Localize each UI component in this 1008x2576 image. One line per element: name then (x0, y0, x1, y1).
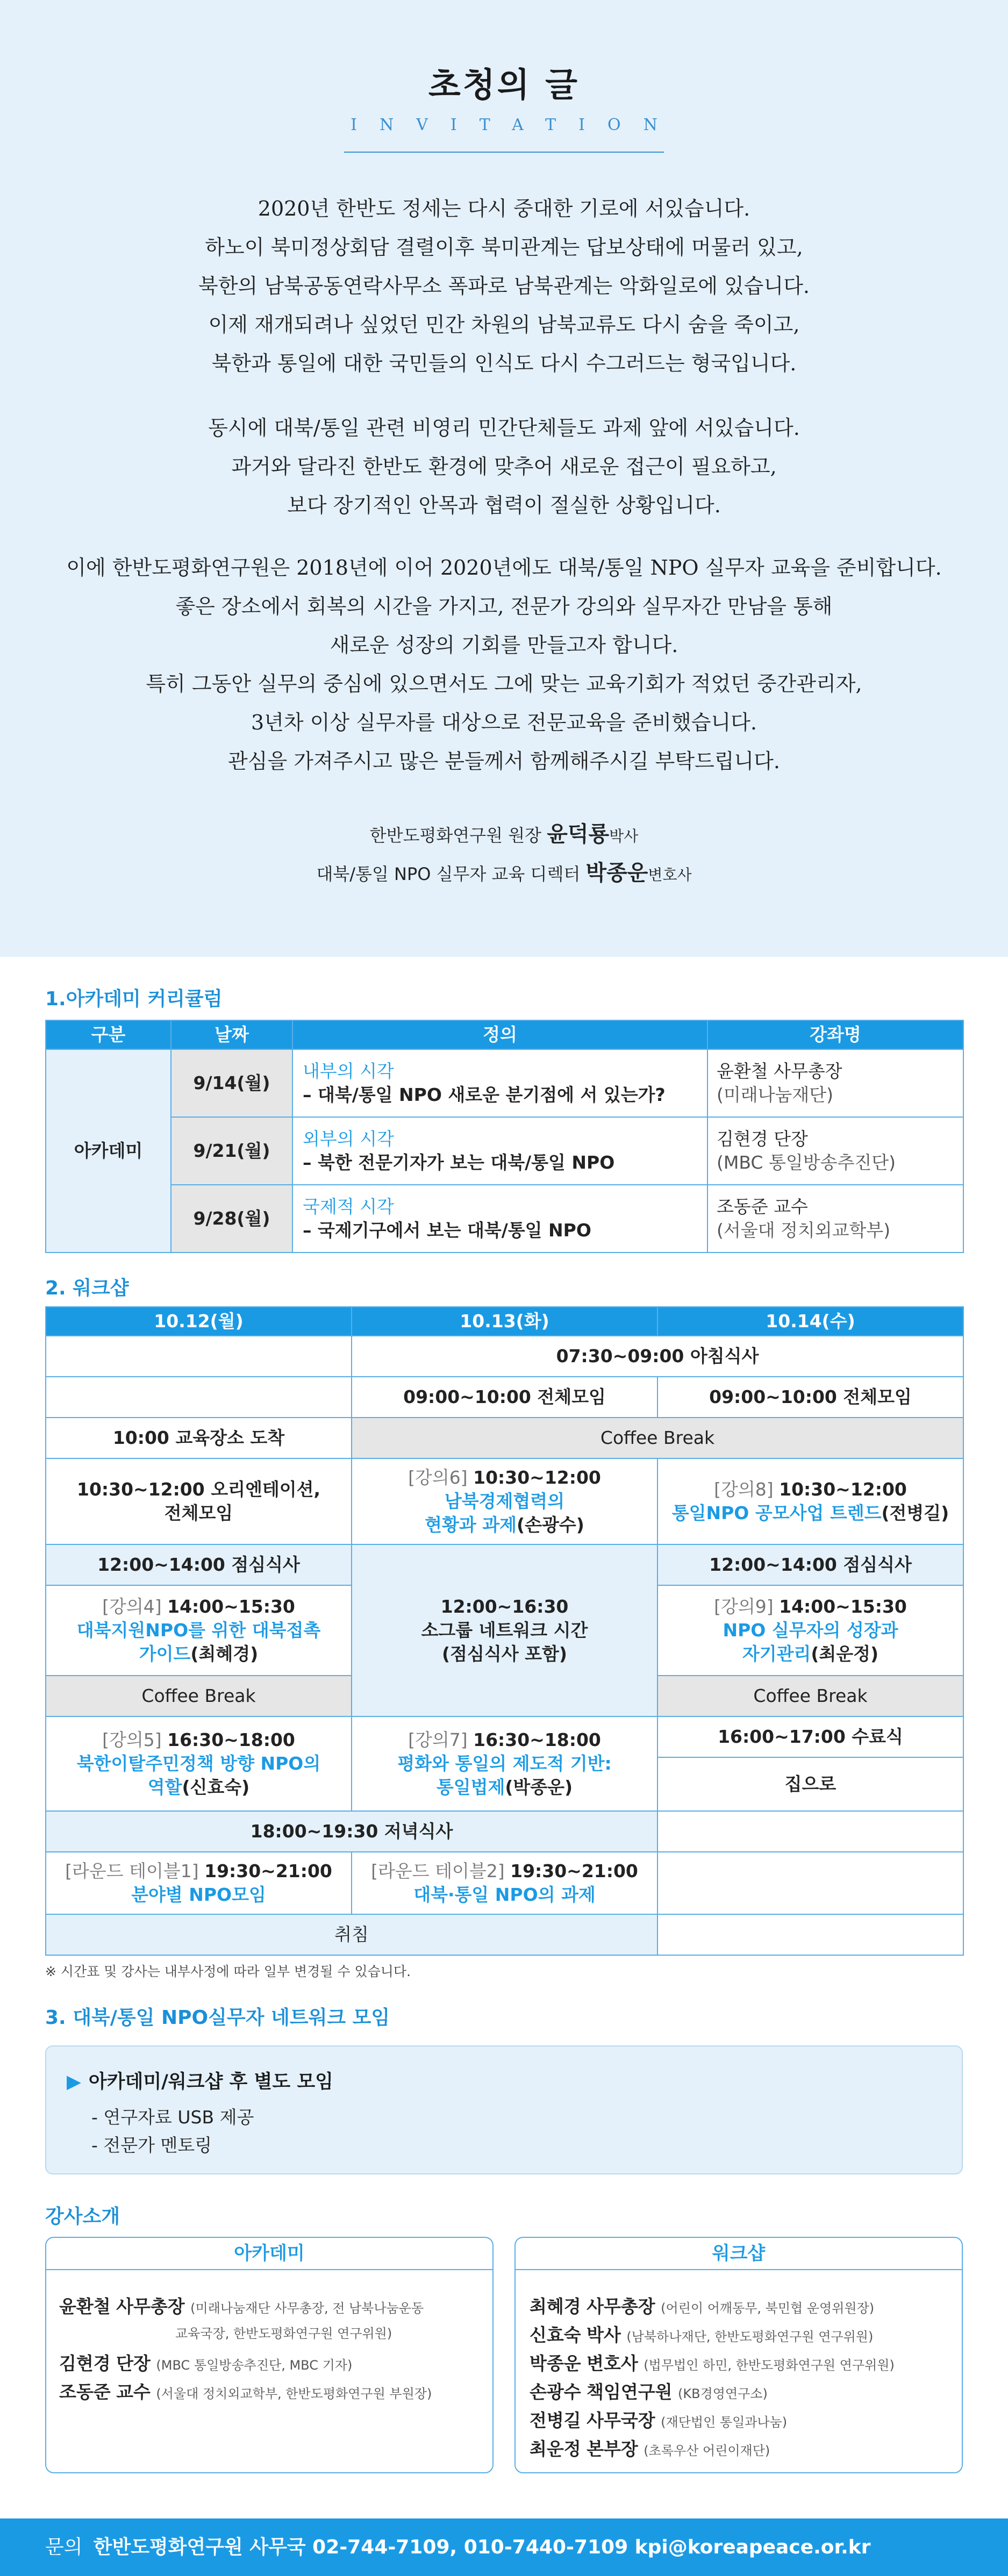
topic-cell (292, 1117, 707, 1185)
coffee-break-cell: Coffee Break (46, 1676, 352, 1716)
lecturer-role: 책임연구원 (587, 2381, 673, 2402)
date-cell: 9/21(월) (171, 1117, 292, 1185)
lecturer-entry (59, 2378, 432, 2403)
topic-cell (292, 1049, 707, 1117)
contact-text: 한반도평화연구원 사무국 02-744-7109, 010-7440-7109 kpi@koreapeace.or.kr (93, 2536, 871, 2558)
go-home-cell: 집으로 (657, 1757, 963, 1811)
invitation-paragraph-1 (0, 189, 1008, 383)
lecture-6-cell (352, 1458, 657, 1544)
signature-org: 대북/통일 NPO 실무자 교육 디렉터 (316, 864, 581, 884)
table-row (46, 1117, 963, 1185)
signature-title: 변호사 (648, 866, 692, 884)
day-header: 10.14(수) (657, 1307, 963, 1336)
lecturer-entry (530, 2435, 770, 2460)
workshop-heading: 2. 워크샵 (45, 1277, 129, 1299)
lecturer-desc: (재단법인 통일과나눔) (661, 2415, 788, 2430)
network-item: - 연구자료 USB 제공 (91, 2107, 254, 2128)
lecture-time: 16:30~18:00 (167, 1729, 295, 1750)
signature-org: 한반도평화연구원 원장 (369, 825, 542, 846)
lecture-time: 14:00~15:30 (167, 1596, 295, 1617)
lecturer-entry (530, 2378, 768, 2403)
lecturer-name: 신효숙 (530, 2324, 581, 2345)
signature-director (0, 817, 1008, 848)
dinner-cell: 18:00~19:30 저녁식사 (46, 1811, 657, 1852)
lecturer-name: 박종운 (530, 2353, 581, 2374)
text-line: 하노이 북미정상회담 결렬이후 북미관계는 답보상태에 머물러 있고, (205, 235, 803, 259)
date-cell: 9/28(월) (171, 1185, 292, 1253)
lecture-5-cell (46, 1716, 352, 1811)
lecturer-name: 손광수 (530, 2381, 581, 2402)
lecturer-name: 김현경 (59, 2353, 111, 2374)
text-line: 동시에 대북/통일 관련 비영리 민간단체들도 과제 앞에 서있습니다. (208, 416, 800, 440)
text-line: 좋은 장소에서 회복의 시간을 가지고, 전문가 강의와 실무자간 만남을 통해 (175, 595, 833, 618)
signature-name: 박종운 (585, 861, 648, 885)
lecturer-role: 사무국장 (587, 2410, 655, 2431)
schedule-note: ※ 시간표 및 강사는 내부사정에 따라 일부 변경될 수 있습니다. (45, 1964, 411, 1979)
lecture-time: 19:30~21:00 (510, 1861, 638, 1881)
lecturer-entry (175, 2321, 392, 2342)
topic-cell (292, 1185, 707, 1253)
empty-cell (657, 1914, 963, 1955)
text-line: 보다 장기적인 안목과 협력이 절실한 상황입니다. (287, 493, 721, 517)
text-line: 북한의 남북공동연락사무소 폭파로 남북관계는 악화일로에 있습니다. (198, 274, 810, 298)
lecture-tag: [라운드 테이블2] (371, 1861, 505, 1881)
lecture-speaker: (최혜경) (190, 1643, 259, 1664)
lecture-speaker: (신효숙) (182, 1777, 250, 1798)
text-line: 북한과 통일에 대한 국민들의 인식도 다시 수그러드는 형국입니다. (211, 352, 797, 375)
table-row (46, 1811, 963, 1852)
round-table-1-cell (46, 1852, 352, 1914)
table-row (46, 1458, 963, 1544)
play-triangle-icon: ▶ (67, 2071, 81, 2093)
lecturers-heading: 강사소개 (45, 2206, 120, 2228)
lecturer-desc: (KB경영연구소) (678, 2386, 768, 2401)
day-header: 10.12(월) (46, 1307, 352, 1336)
topic-desc: – 국제기구에서 보는 대북/통일 NPO (303, 1220, 591, 1241)
lecturer-entry (59, 2293, 424, 2318)
header-topic: 정의 (292, 1020, 707, 1049)
lecturer-cell (707, 1117, 963, 1185)
table-row (46, 1336, 963, 1377)
lecture-tag: [라운드 테이블1] (65, 1861, 199, 1881)
lecturer-entry (530, 2293, 874, 2318)
lecture-tag: [강의9] (714, 1596, 774, 1617)
table-row (46, 1544, 963, 1585)
date-cell: 9/14(월) (171, 1049, 292, 1117)
lecture-4-cell (46, 1585, 352, 1676)
topic-title: 국제적 시각 (303, 1196, 394, 1217)
text-line: 과거와 달라진 한반도 환경에 맞추어 새로운 접근이 필요하고, (231, 455, 777, 478)
lecture-tag: [강의8] (714, 1479, 774, 1500)
network-item: - 전문가 멘토링 (91, 2135, 212, 2156)
header-date: 날짜 (171, 1020, 292, 1049)
lecture-speaker: (전병길) (881, 1502, 949, 1523)
lecture-title: 북한이탈주민정책 방향 NPO의 (76, 1753, 321, 1774)
lecture-8-cell (657, 1458, 963, 1544)
lecturer-desc: (초록우산 어린이재단) (644, 2443, 770, 2458)
lecturer-name: 전병길 (530, 2410, 581, 2431)
lecturer-name: 김현경 단장 (717, 1128, 808, 1149)
lecture-time: 10:30~12:00 (779, 1479, 907, 1500)
closing-ceremony-cell: 16:00~17:00 수료식 (657, 1716, 963, 1757)
lecture-time: 16:30~18:00 (473, 1729, 601, 1750)
lunch-cell: 12:00~14:00 점심식사 (657, 1544, 963, 1585)
table-row (46, 1418, 963, 1458)
assembly-cell: 09:00~10:00 전체모임 (352, 1377, 657, 1418)
assembly-cell: 09:00~10:00 전체모임 (657, 1377, 963, 1418)
lecture-time: 19:30~21:00 (204, 1861, 332, 1881)
lecturer-entry (530, 2407, 787, 2432)
lecturer-role: 교수 (116, 2381, 151, 2402)
lecturer-role: 사무총장 (587, 2296, 655, 2317)
day-header: 10.13(화) (352, 1307, 657, 1336)
lecture-time: 10:30~12:00 (473, 1467, 601, 1488)
lecturer-desc: (어린이 어깨동무, 북민협 운영위원장) (661, 2301, 875, 2316)
invitation-paragraph-2 (0, 409, 1008, 525)
header-category: 구분 (46, 1020, 171, 1049)
lecture-speaker: (최운정) (811, 1643, 879, 1664)
empty-cell (657, 1811, 963, 1852)
lecturer-role: 박사 (587, 2324, 621, 2345)
lecturer-role: 사무총장 (116, 2296, 185, 2317)
lecturer-org: (서울대 정치외교학부) (717, 1220, 891, 1241)
text-line: 3년차 이상 실무자를 대상으로 전문교육을 준비했습니다. (251, 711, 757, 734)
lecture-tag: [강의5] (102, 1729, 162, 1750)
lecturer-name: 윤환철 (59, 2296, 111, 2317)
round-table-2-cell (352, 1852, 657, 1914)
text-line: 소그룹 네트워크 시간 (421, 1620, 588, 1641)
contact-footer (0, 2518, 1008, 2576)
text-line: 12:00~16:30 (440, 1596, 569, 1617)
lecturer-desc: (미래나눔재단 사무총장, 전 남북나눔운동 (190, 2301, 424, 2316)
text-line: 전체모임 (164, 1502, 233, 1523)
lecture-7-cell (352, 1716, 657, 1811)
lecturer-role: 본부장 (587, 2438, 638, 2459)
text-line: 이에 한반도평화연구원은 2018년에 이어 2020년에도 대북/통일 NPO 실무자 교육을 준비합니다. (66, 556, 942, 579)
table-header-row (46, 1307, 963, 1336)
invitation-section (0, 0, 1008, 957)
lecturer-org: (미래나눔재단) (717, 1084, 834, 1105)
lecture-speaker: (박종운) (505, 1777, 573, 1798)
lecture-title: 가이드 (139, 1643, 191, 1664)
lecture-title: 현황과 과제 (425, 1514, 517, 1535)
breakfast-cell: 07:30~09:00 아침식사 (352, 1336, 963, 1377)
subtitle-underline (344, 152, 664, 153)
invitation-paragraph-3 (0, 548, 1008, 781)
lecturer-org: (MBC 통일방송추진단) (717, 1152, 896, 1173)
network-title-text: 아카데미/워크샵 후 별도 모임 (88, 2071, 333, 2093)
table-row (46, 1852, 963, 1914)
sleep-cell: 취침 (46, 1914, 657, 1955)
lecturer-role: 단장 (116, 2353, 151, 2374)
lecture-speaker: (손광수) (517, 1514, 584, 1535)
lecture-title: 남북경제협력의 (444, 1491, 565, 1512)
lecture-9-cell (657, 1585, 963, 1676)
lecture-tag: [강의6] (408, 1467, 468, 1488)
empty-cell (46, 1336, 352, 1377)
signature-title: 박사 (609, 827, 639, 845)
topic-desc: – 북한 전문기자가 보는 대북/통일 NPO (303, 1152, 615, 1173)
lecture-title: 통일NPO 공모사업 트렌드 (671, 1502, 882, 1523)
lecturer-desc: (MBC 통일방송추진단, MBC 기자) (156, 2358, 353, 2373)
text-line: 10:30~12:00 오리엔테이션, (76, 1479, 321, 1500)
text-line: 특히 그동안 실무의 중심에 있으면서도 그에 맞는 교육기회가 적었던 중간관리자, (146, 672, 862, 696)
lecturer-desc: (법무법인 하민, 한반도평화연구원 연구위원) (644, 2358, 895, 2373)
network-title (67, 2067, 333, 2094)
header-lecturer: 강좌명 (707, 1020, 963, 1049)
text-line: 이제 재개되려나 싶었던 민간 차원의 남북교류도 다시 숨을 죽이고, (208, 313, 800, 337)
lecture-time: 14:00~15:30 (779, 1596, 907, 1617)
lecturer-entry (530, 2321, 873, 2346)
empty-cell (657, 1852, 963, 1914)
academy-lecturer-header: 아카데미 (45, 2237, 494, 2270)
lecture-title: 분야별 NPO모임 (131, 1884, 266, 1905)
signature-edu-director (0, 856, 1008, 886)
lecturer-desc: (남북하나재단, 한반도평화연구원 연구위원) (626, 2329, 874, 2344)
network-heading: 3. 대북/통일 NPO실무자 네트워크 모임 (45, 2007, 390, 2029)
lecturer-name: 조동준 (59, 2381, 111, 2402)
lecturer-cell (707, 1185, 963, 1253)
topic-title: 내부의 시각 (303, 1061, 394, 1082)
text-line: 관심을 가져주시고 많은 분들께서 함께해주시길 부탁드립니다. (228, 749, 780, 773)
invitation-subtitle: INVITATION (351, 116, 680, 134)
lecturer-name: 최혜경 (530, 2296, 581, 2317)
table-row (46, 1377, 963, 1418)
arrival-cell: 10:00 교육장소 도착 (46, 1418, 352, 1458)
lecturer-name: 조동준 교수 (717, 1196, 808, 1217)
topic-desc: – 대북/통일 NPO 새로운 분기점에 서 있는가? (303, 1084, 666, 1105)
academy-table (45, 1020, 964, 1253)
lunch-cell: 12:00~14:00 점심식사 (46, 1544, 352, 1585)
lecture-title: NPO 실무자의 성장과 (723, 1620, 898, 1641)
lecturer-entry (59, 2350, 352, 2375)
lecturer-role: 변호사 (587, 2353, 638, 2374)
contact-label: 문의 (45, 2536, 83, 2558)
table-header-row (46, 1020, 963, 1049)
coffee-break-cell: Coffee Break (352, 1418, 963, 1458)
lecture-title: 역할 (147, 1777, 182, 1798)
lecture-title: 자기관리 (742, 1643, 811, 1664)
lecturer-cell (707, 1049, 963, 1117)
lecture-title: 평화와 통일의 제도적 기반: (397, 1753, 612, 1774)
table-row (46, 1185, 963, 1253)
lecture-title: 대북지원NPO를 위한 대북접촉 (76, 1620, 321, 1641)
table-row (46, 1914, 963, 1955)
workshop-table (45, 1306, 964, 1956)
text-line: (점심식사 포함) (442, 1643, 567, 1664)
lecturer-name: 최운정 (530, 2438, 581, 2459)
signature-name: 윤덕룡 (547, 822, 610, 847)
table-row (46, 1716, 963, 1757)
topic-title: 외부의 시각 (303, 1128, 394, 1149)
workshop-lecturer-header: 워크샵 (514, 2237, 963, 2270)
text-line: 2020년 한반도 정세는 다시 중대한 기로에 서있습니다. (258, 197, 750, 220)
invitation-title: 초청의 글 (428, 65, 580, 104)
text-line: 새로운 성장의 기회를 만들고자 합니다. (330, 633, 678, 657)
academy-heading: 1.아카데미 커리큘럼 (45, 988, 223, 1010)
lecturer-desc: 교육국장, 한반도평화연구원 연구위원) (175, 2326, 392, 2341)
category-cell: 아카데미 (46, 1049, 171, 1253)
table-row (46, 1049, 963, 1117)
lecture-title: 대북·통일 NPO의 과제 (413, 1884, 596, 1905)
lecturer-name: 윤환철 사무총장 (717, 1061, 842, 1082)
lecturer-entry (530, 2350, 895, 2375)
network-time-cell (352, 1544, 657, 1716)
empty-cell (46, 1377, 352, 1418)
lecturer-desc: (서울대 정치외교학부, 한반도평화연구원 부원장) (156, 2386, 432, 2401)
coffee-break-cell: Coffee Break (657, 1676, 963, 1716)
lecture-tag: [강의7] (408, 1729, 468, 1750)
lecture-title: 통일법제 (436, 1777, 505, 1798)
orientation-cell (46, 1458, 352, 1544)
lecture-tag: [강의4] (102, 1596, 162, 1617)
